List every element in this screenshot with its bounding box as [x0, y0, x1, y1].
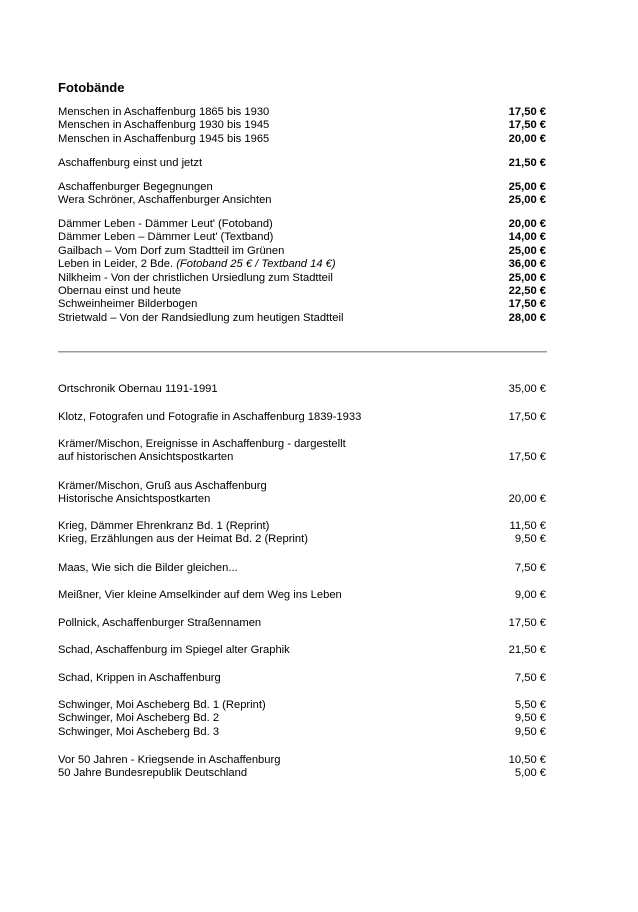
item-title: Krieg, Dämmer Ehrenkranz Bd. 1 (Reprint) — [58, 520, 270, 532]
list-item — [58, 285, 546, 298]
list-item — [58, 754, 546, 767]
item-price: 9,50 € — [514, 533, 546, 546]
item-title — [58, 258, 336, 271]
item-price: 17,50 € — [508, 451, 546, 464]
item-title: Schad, Krippen in Aschaffenburg — [58, 672, 221, 684]
other-group-2 — [58, 411, 546, 424]
item-title: Pollnick, Aschaffenburger Straßennamen — [58, 617, 262, 629]
other-group-3 — [58, 438, 546, 465]
item-price: 21,50 € — [508, 157, 546, 169]
other-group-7 — [58, 589, 546, 602]
item-price: 25,00 € — [508, 271, 546, 284]
item-price: 17,50 € — [508, 411, 546, 423]
item-note: (Fotoband 25 € / Textband 14 €) — [176, 258, 336, 271]
item-price: 20,00 € — [508, 218, 546, 230]
other-group-11 — [58, 699, 546, 739]
item-price: 17,50 € — [508, 617, 546, 629]
list-item — [58, 157, 546, 170]
item-title: Obernau einst und heute — [58, 284, 182, 297]
photo-group-1 — [58, 106, 546, 146]
other-group-1 — [58, 383, 546, 396]
list-item — [58, 383, 546, 396]
list-item — [58, 119, 546, 132]
list-item — [58, 712, 546, 725]
item-price: 17,50 € — [508, 106, 546, 118]
item-title: Krämer/Mischon, Ereignisse in Aschaffenburg - dargestellt — [58, 438, 346, 450]
item-title: Schad, Aschaffenburg im Spiegel alter Graphik — [58, 644, 290, 656]
item-title: Meißner, Vier kleine Amselkinder auf dem Weg ins Leben — [58, 589, 342, 601]
item-title: 50 Jahre Bundesrepublik Deutschland — [58, 767, 248, 780]
list-item — [58, 272, 546, 285]
item-title: Schwinger, Moi Ascheberg Bd. 3 — [58, 725, 220, 738]
item-title: Historische Ansichtspostkarten — [58, 493, 211, 506]
item-title: Menschen in Aschaffenburg 1930 bis 1945 — [58, 119, 270, 132]
item-price: 9,50 € — [514, 725, 546, 738]
list-item — [58, 767, 546, 780]
list-item — [58, 589, 546, 602]
section-heading-fotobaende: Fotobände — [58, 80, 125, 95]
list-item — [58, 298, 546, 311]
item-price: 14,00 € — [508, 231, 546, 244]
other-group-8 — [58, 617, 546, 630]
item-price: 25,00 € — [508, 194, 546, 207]
other-group-12 — [58, 754, 546, 781]
item-title: Menschen in Aschaffenburg 1945 bis 1965 — [58, 132, 270, 145]
list-item — [58, 533, 546, 546]
item-price: 28,00 € — [508, 311, 546, 324]
list-item — [58, 672, 546, 685]
item-title: Krämer/Mischon, Gruß aus Aschaffenburg — [58, 480, 267, 492]
list-item — [58, 106, 546, 119]
list-item — [58, 218, 546, 231]
photo-group-2 — [58, 157, 546, 170]
item-price: 20,00 € — [508, 493, 546, 506]
list-item — [58, 194, 546, 207]
item-title: Gailbach – Vom Dorf zum Stadtteil im Grünen — [58, 244, 285, 257]
item-title: Maas, Wie sich die Bilder gleichen... — [58, 562, 238, 574]
item-price: 5,50 € — [514, 699, 546, 711]
item-title: Aschaffenburg einst und jetzt — [58, 157, 203, 169]
item-price: 5,00 € — [514, 767, 546, 780]
photo-group-3 — [58, 181, 546, 208]
item-title-text: Leben in Leider, 2 Bde. — [58, 258, 177, 271]
list-item — [58, 562, 546, 575]
item-price: 10,50 € — [508, 754, 546, 766]
item-price: 7,50 € — [514, 562, 546, 574]
list-item — [58, 231, 546, 244]
list-item — [58, 181, 546, 194]
other-group-9 — [58, 644, 546, 657]
list-item — [58, 438, 546, 451]
item-price: 11,50 € — [509, 520, 546, 532]
list-item — [58, 312, 546, 325]
other-group-4 — [58, 480, 546, 507]
item-price: 17,50 € — [508, 298, 546, 311]
list-item — [58, 133, 546, 146]
list-item — [58, 699, 546, 712]
item-title: auf historischen Ansichtspostkarten — [58, 451, 234, 464]
item-title: Schwinger, Moi Ascheberg Bd. 2 — [58, 712, 220, 725]
item-title: Wera Schröner, Aschaffenburger Ansichten — [58, 194, 272, 207]
other-group-6 — [58, 562, 546, 575]
item-title: Strietwald – Von der Randsiedlung zum heutigen Stadtteil — [58, 311, 344, 324]
item-title: Nilkheim - Von der christlichen Ursiedlung zum Stadtteil — [58, 271, 333, 284]
item-price: 22,50 € — [508, 284, 546, 297]
item-title: Klotz, Fotografen und Fotografie in Aschaffenburg 1839-1933 — [58, 411, 362, 423]
list-item — [58, 245, 546, 258]
item-title: Dämmer Leben – Dämmer Leut' (Textband) — [58, 231, 274, 244]
list-item — [58, 617, 546, 630]
item-price: 21,50 € — [508, 644, 546, 656]
item-price: 36,00 € — [508, 258, 546, 271]
item-price: 7,50 € — [514, 672, 546, 684]
item-price: 20,00 € — [508, 132, 546, 145]
list-item — [58, 451, 546, 464]
item-title: Vor 50 Jahren - Kriegsende in Aschaffenburg — [58, 754, 281, 766]
item-title: Dämmer Leben - Dämmer Leut' (Fotoband) — [58, 218, 273, 230]
item-price: 35,00 € — [508, 383, 546, 395]
item-title: Aschaffenburger Begegnungen — [58, 181, 213, 193]
item-price: 25,00 € — [508, 181, 546, 193]
item-price: 9,00 € — [514, 589, 546, 601]
item-price: 17,50 € — [508, 119, 546, 132]
photo-group-4 — [58, 218, 546, 325]
list-item — [58, 493, 546, 506]
item-price: 9,50 € — [514, 712, 546, 725]
section-divider — [58, 351, 547, 353]
other-group-10 — [58, 672, 546, 685]
list-item — [58, 480, 546, 493]
list-item — [58, 258, 546, 271]
item-title: Schweinheimer Bilderbogen — [58, 298, 198, 311]
item-title: Krieg, Erzählungen aus der Heimat Bd. 2 (Reprint) — [58, 533, 308, 546]
list-item — [58, 726, 546, 739]
list-item — [58, 411, 546, 424]
item-title: Ortschronik Obernau 1191-1991 — [58, 383, 218, 395]
other-group-5 — [58, 520, 546, 547]
list-item — [58, 644, 546, 657]
item-title: Schwinger, Moi Ascheberg Bd. 1 (Reprint) — [58, 699, 266, 711]
item-title: Menschen in Aschaffenburg 1865 bis 1930 — [58, 106, 270, 118]
item-price: 25,00 € — [508, 244, 546, 257]
list-item — [58, 520, 546, 533]
